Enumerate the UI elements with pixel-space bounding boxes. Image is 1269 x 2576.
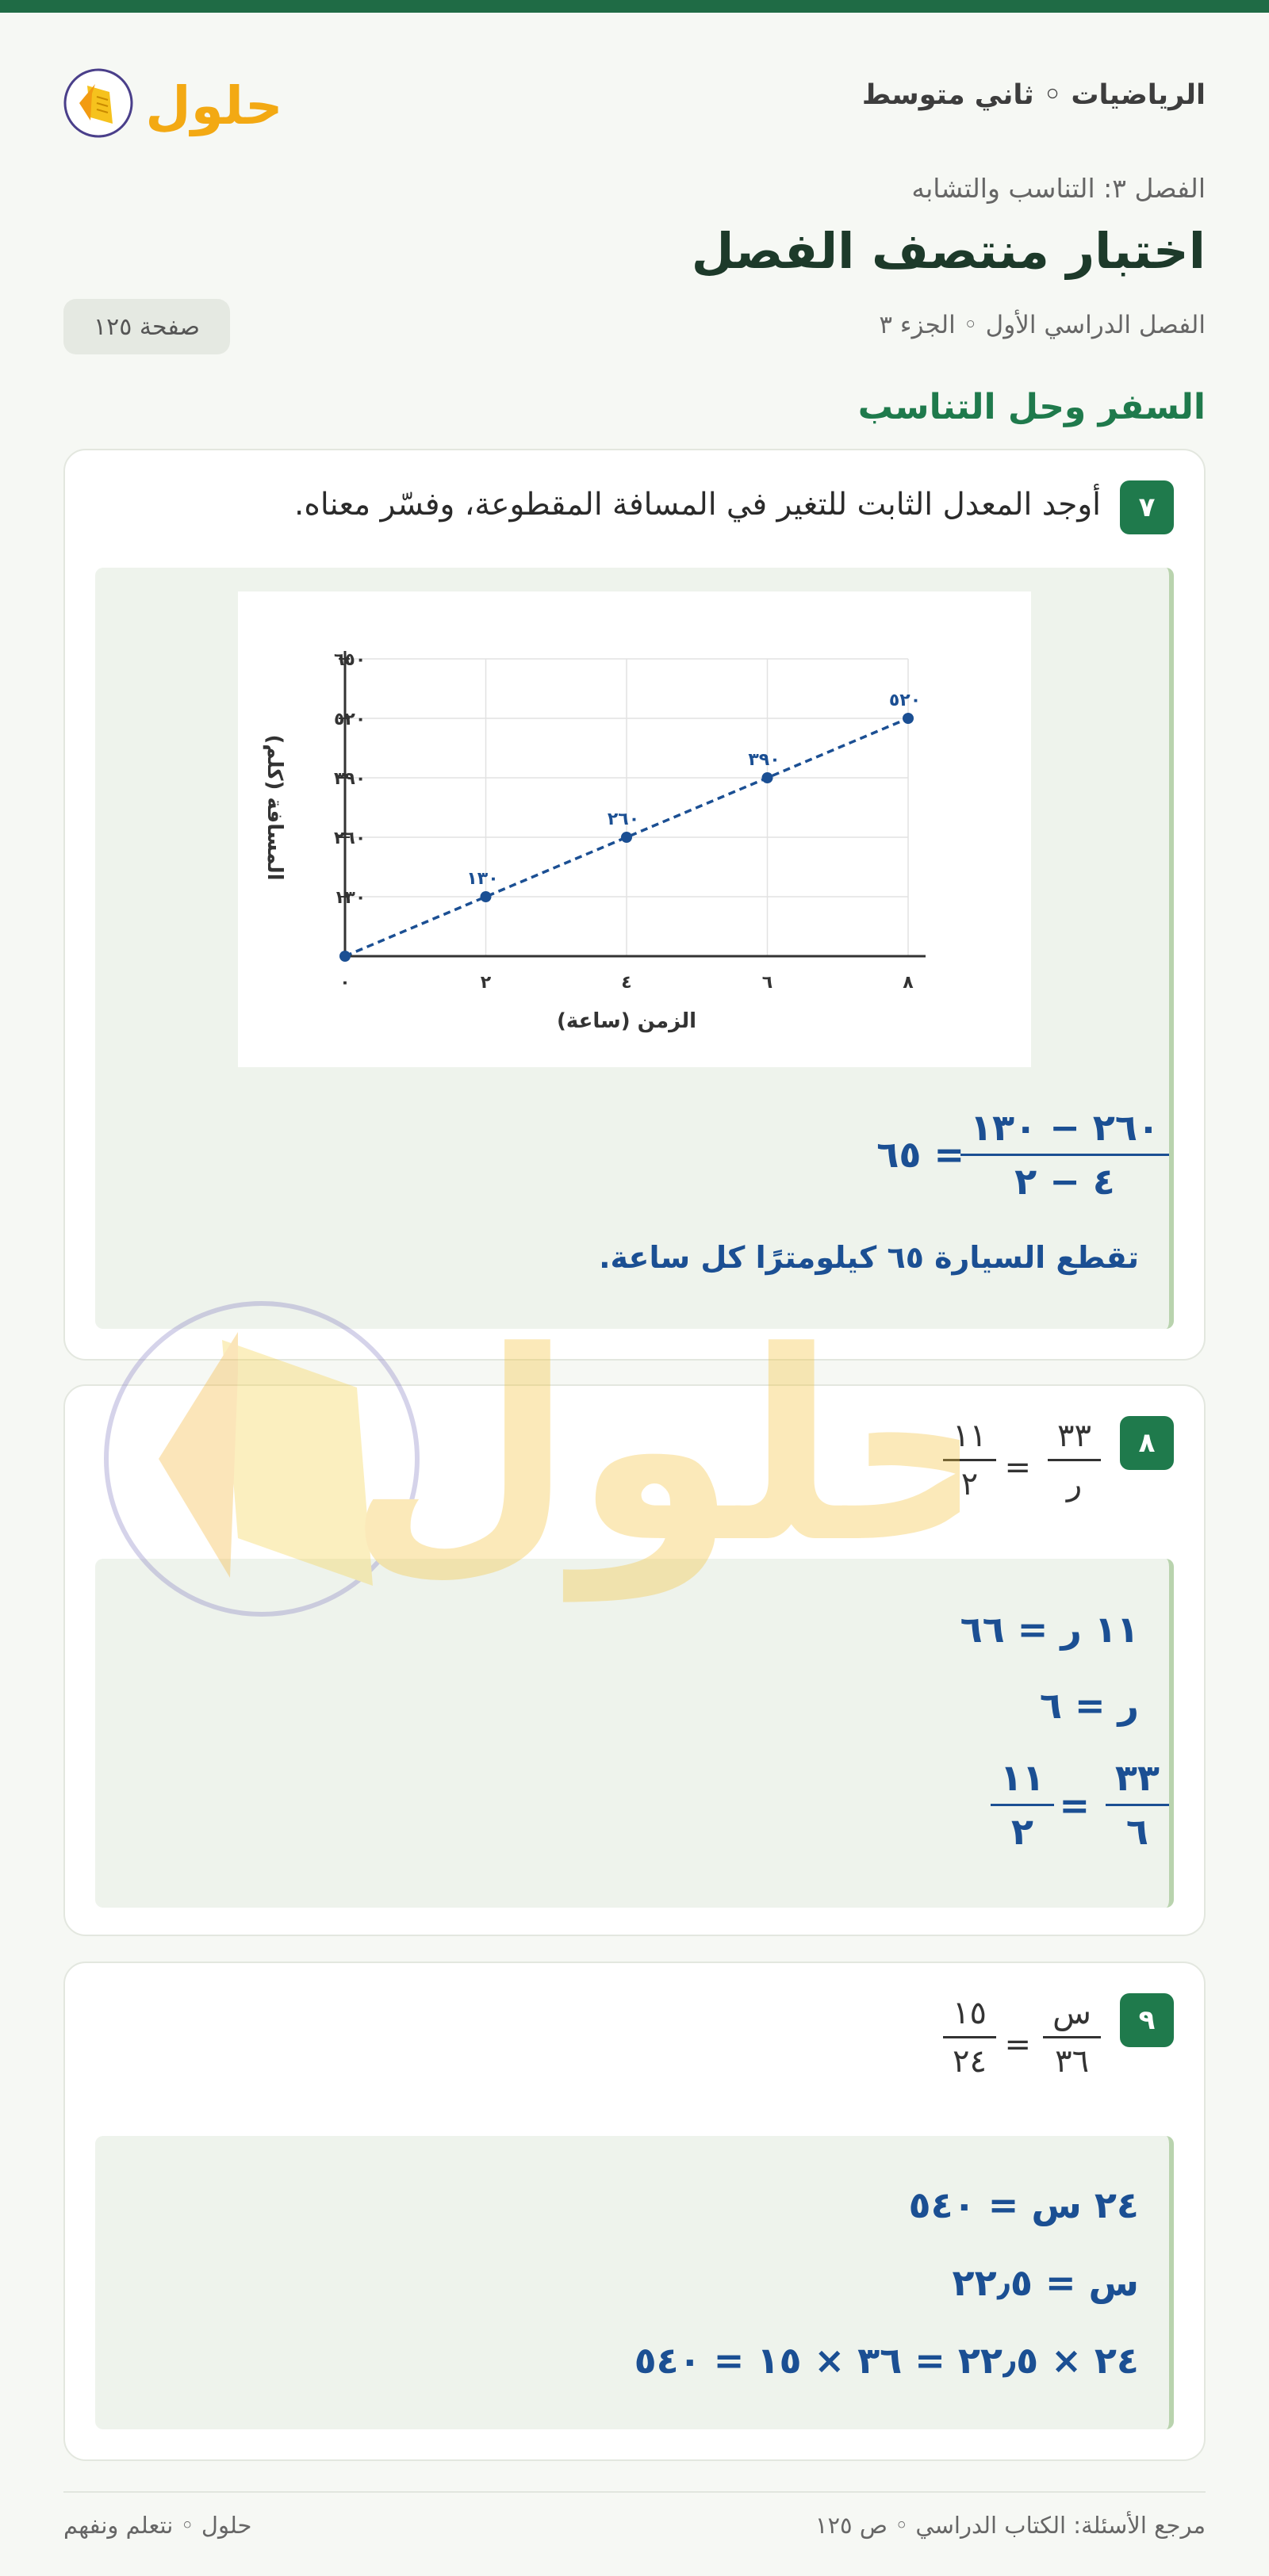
x-tick-label: ٠ bbox=[339, 973, 351, 993]
answer-box bbox=[95, 1559, 1174, 1908]
solution-check: ٢٤ × ٢٢٫٥ = ٣٦ × ١٥ = ٥٤٠ bbox=[634, 2339, 1139, 2382]
check-equals-sign: = bbox=[1059, 1784, 1090, 1827]
question-text: أوجد المعدل الثابت للتغير في المسافة المقطوعة، وفسّر معناه. bbox=[293, 487, 1101, 522]
x-tick-label: ٦ bbox=[761, 973, 773, 993]
x-tick-label: ٨ bbox=[903, 973, 914, 993]
section-title: السفر وحل التناسب bbox=[857, 387, 1206, 427]
y-tick-label: ٥٢٠ bbox=[334, 710, 366, 729]
distance-time-chart bbox=[238, 591, 1031, 1067]
check-lhs-denominator: ٦ bbox=[1125, 1809, 1148, 1853]
question-number-badge: ٩ bbox=[1120, 1993, 1174, 2047]
proportion-lhs bbox=[1048, 1418, 1101, 1502]
solution-step-1: ٢٤ س = ٥٤٠ bbox=[908, 2184, 1139, 2226]
rhs-denominator: ٢ bbox=[960, 1466, 979, 1502]
page-title: اختبار منتصف الفصل bbox=[691, 222, 1206, 280]
y-tick-label: ٦٥٠ bbox=[334, 650, 366, 670]
y-tick-label: ٢٦٠ bbox=[334, 829, 366, 848]
svg-text:حلول: حلول bbox=[145, 75, 283, 136]
solution-step-2: ر = ٦ bbox=[1039, 1684, 1139, 1727]
term-label: الفصل الدراسي الأول ◦ الجزء ٣ bbox=[879, 311, 1206, 339]
equals-sign: = bbox=[1004, 1449, 1031, 1486]
lhs-numerator: ٣٣ bbox=[1048, 1418, 1101, 1461]
slope-numerator: ٢٦٠ − ١٣٠ bbox=[960, 1107, 1169, 1156]
rhs-numerator: ١٥ bbox=[943, 1995, 996, 2038]
chapter-label: الفصل ٣: التناسب والتشابه bbox=[911, 173, 1206, 204]
rhs-denominator: ٢٤ bbox=[953, 2043, 987, 2080]
check-rhs bbox=[991, 1757, 1054, 1853]
equals-sign: = bbox=[1004, 2027, 1031, 2063]
proportion-rhs bbox=[943, 1995, 996, 2080]
question-card-7 bbox=[63, 449, 1206, 1361]
page-number-badge: صفحة ١٢٥ bbox=[63, 299, 230, 354]
data-point bbox=[762, 772, 773, 783]
answer-box bbox=[95, 2136, 1174, 2429]
check-rhs-denominator: ٢ bbox=[1010, 1809, 1033, 1853]
solution-step-2: س = ٢٢٫٥ bbox=[952, 2261, 1139, 2304]
chart-svg bbox=[238, 591, 1031, 1067]
y-tick-label: ٣٩٠ bbox=[334, 769, 366, 789]
rate-meaning: تقطع السيارة ٦٥ كيلومترًا كل ساعة. bbox=[599, 1240, 1139, 1275]
question-number-badge: ٧ bbox=[1120, 480, 1174, 534]
slope-fraction bbox=[960, 1107, 1169, 1203]
rhs-numerator: ١١ bbox=[943, 1418, 996, 1461]
proportion-lhs bbox=[1043, 1995, 1101, 2080]
data-label: ٣٩٠ bbox=[748, 750, 780, 770]
data-point bbox=[339, 951, 351, 962]
lhs-denominator: ٣٦ bbox=[1055, 2043, 1090, 2080]
data-label: ١٣٠ bbox=[466, 869, 499, 889]
data-point bbox=[621, 832, 632, 843]
footer-reference: مرجع الأسئلة: الكتاب الدراسي ◦ ص ١٢٥ bbox=[815, 2512, 1206, 2539]
data-label: ٥٢٠ bbox=[888, 691, 922, 710]
question-number-badge: ٨ bbox=[1120, 1416, 1174, 1470]
footer-divider bbox=[63, 2491, 1206, 2493]
top-accent-bar bbox=[0, 0, 1269, 13]
slope-denominator: ٤ − ٢ bbox=[1014, 1159, 1115, 1203]
question-card-9 bbox=[63, 1962, 1206, 2461]
lhs-numerator: س bbox=[1043, 1995, 1101, 2038]
check-lhs-numerator: ٣٣ bbox=[1106, 1757, 1169, 1806]
y-axis-label: المسافة (كلم) bbox=[263, 734, 286, 881]
question-card-8 bbox=[63, 1384, 1206, 1936]
svg-text:حلول: حلول bbox=[347, 1296, 960, 1600]
lhs-denominator: ر bbox=[1066, 1466, 1083, 1502]
y-tick-label: ١٣٠ bbox=[334, 888, 366, 908]
solution-step-1: ١١ ر = ٦٦ bbox=[960, 1608, 1139, 1651]
x-axis-label: الزمن (ساعة) bbox=[556, 1009, 697, 1033]
data-label: ٢٦٠ bbox=[607, 810, 640, 829]
hulul-logo bbox=[63, 62, 293, 149]
check-rhs-numerator: ١١ bbox=[991, 1757, 1054, 1806]
check-lhs bbox=[1106, 1757, 1169, 1853]
answer-box bbox=[95, 568, 1174, 1329]
data-point bbox=[903, 713, 914, 724]
x-tick-label: ٤ bbox=[621, 973, 632, 993]
footer-brand: حلول ◦ نتعلم ونفهم bbox=[63, 2512, 252, 2539]
slope-result: = ٦٥ bbox=[876, 1133, 964, 1176]
proportion-rhs bbox=[943, 1418, 996, 1502]
page-header bbox=[63, 62, 1206, 149]
data-point bbox=[481, 891, 492, 902]
subject-label: الرياضيات ◦ ثاني متوسط bbox=[861, 79, 1206, 111]
x-tick-label: ٢ bbox=[480, 973, 492, 993]
